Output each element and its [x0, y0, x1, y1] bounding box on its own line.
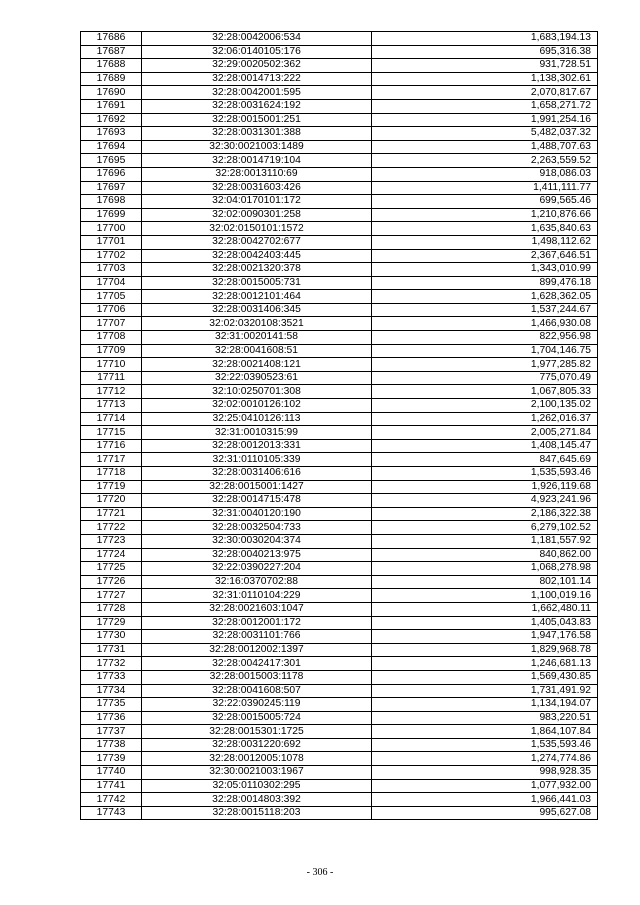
cadastral-number-cell: 32:28:0013110:69 — [142, 167, 372, 181]
row-number-cell: 17720 — [81, 494, 142, 508]
cadastral-number-cell: 32:05:0110302:295 — [142, 779, 372, 793]
table-row — [81, 181, 598, 195]
row-number-cell: 17705 — [81, 290, 142, 304]
cadastral-value-cell: 1,947,176.58 — [372, 630, 598, 644]
row-number-cell: 17687 — [81, 45, 142, 59]
cadastral-number-cell: 32:28:0042006:534 — [142, 32, 372, 46]
row-number-cell: 17714 — [81, 412, 142, 426]
cadastral-number-cell: 32:28:0041608:507 — [142, 684, 372, 698]
cadastral-value-cell: 2,005,271.84 — [372, 426, 598, 440]
cadastral-value-cell: 1,535,593.46 — [372, 467, 598, 481]
cadastral-value-cell: 1,926,119.68 — [372, 480, 598, 494]
row-number-cell: 17704 — [81, 276, 142, 290]
cadastral-number-cell: 32:28:0021320:378 — [142, 263, 372, 277]
table-row — [81, 453, 598, 467]
cadastral-number-cell: 32:28:0042417:301 — [142, 657, 372, 671]
cadastral-value-cell: 847,645.69 — [372, 453, 598, 467]
cadastral-number-cell: 32:30:0021003:1489 — [142, 140, 372, 154]
cadastral-value-cell: 983,220.51 — [372, 711, 598, 725]
row-number-cell: 17708 — [81, 331, 142, 345]
cadastral-value-cell: 1,067,805.33 — [372, 385, 598, 399]
cadastral-value-cell: 775,070.49 — [372, 371, 598, 385]
row-number-cell: 17686 — [81, 32, 142, 46]
table-row — [81, 602, 598, 616]
cadastral-value-cell: 695,316.38 — [372, 45, 598, 59]
cadastral-number-cell: 32:28:0040213:975 — [142, 548, 372, 562]
cadastral-number-cell: 32:28:0031406:616 — [142, 467, 372, 481]
table-row — [81, 290, 598, 304]
table-row — [81, 439, 598, 453]
cadastral-number-cell: 32:31:0040120:190 — [142, 507, 372, 521]
table-row — [81, 630, 598, 644]
row-number-cell: 17733 — [81, 670, 142, 684]
row-number-cell: 17735 — [81, 698, 142, 712]
cadastral-number-cell: 32:10:0250701:308 — [142, 385, 372, 399]
cadastral-number-cell: 32:02:0090301:258 — [142, 208, 372, 222]
table-row — [81, 684, 598, 698]
row-number-cell: 17738 — [81, 738, 142, 752]
cadastral-value-cell: 995,627.08 — [372, 806, 598, 820]
cadastral-value-cell: 1,343,010.99 — [372, 263, 598, 277]
cadastral-number-cell: 32:28:0015001:251 — [142, 113, 372, 127]
cadastral-number-cell: 32:02:0010126:102 — [142, 399, 372, 413]
row-number-cell: 17689 — [81, 72, 142, 86]
cadastral-value-cell: 5,482,037.32 — [372, 127, 598, 141]
cadastral-value-cell: 1,683,194.13 — [372, 32, 598, 46]
row-number-cell: 17703 — [81, 263, 142, 277]
table-row — [81, 412, 598, 426]
table-row — [81, 235, 598, 249]
cadastral-number-cell: 32:22:0390245:119 — [142, 698, 372, 712]
table-row — [81, 154, 598, 168]
table-row — [81, 534, 598, 548]
row-number-cell: 17695 — [81, 154, 142, 168]
table-row — [81, 494, 598, 508]
cadastral-value-cell: 918,086.03 — [372, 167, 598, 181]
cadastral-value-cell: 1,864,107.84 — [372, 725, 598, 739]
table-row — [81, 371, 598, 385]
row-number-cell: 17699 — [81, 208, 142, 222]
table-row — [81, 167, 598, 181]
cadastral-value-cell: 1,068,278.98 — [372, 562, 598, 576]
row-number-cell: 17712 — [81, 385, 142, 399]
table-row — [81, 249, 598, 263]
row-number-cell: 17706 — [81, 303, 142, 317]
table-row — [81, 793, 598, 807]
cadastral-value-cell: 802,101.14 — [372, 575, 598, 589]
cadastral-value-cell: 2,070,817.67 — [372, 86, 598, 100]
cadastral-number-cell: 32:28:0015005:724 — [142, 711, 372, 725]
row-number-cell: 17691 — [81, 99, 142, 113]
table-row — [81, 657, 598, 671]
cadastral-value-cell: 1,569,430.85 — [372, 670, 598, 684]
cadastral-number-cell: 32:28:0041608:51 — [142, 344, 372, 358]
table-row — [81, 358, 598, 372]
cadastral-number-cell: 32:28:0031624:192 — [142, 99, 372, 113]
cadastral-value-cell: 1,635,840.63 — [372, 222, 598, 236]
row-number-cell: 17709 — [81, 344, 142, 358]
cadastral-value-cell: 822,956.98 — [372, 331, 598, 345]
cadastral-number-cell: 32:31:0110104:229 — [142, 589, 372, 603]
table-row — [81, 711, 598, 725]
cadastral-value-cell: 1,537,244.67 — [372, 303, 598, 317]
row-number-cell: 17721 — [81, 507, 142, 521]
row-number-cell: 17736 — [81, 711, 142, 725]
cadastral-value-cell: 1,977,285.82 — [372, 358, 598, 372]
row-number-cell: 17710 — [81, 358, 142, 372]
cadastral-value-cell: 2,367,646.51 — [372, 249, 598, 263]
table-row — [81, 575, 598, 589]
row-number-cell: 17724 — [81, 548, 142, 562]
cadastral-value-cell: 1,704,146.75 — [372, 344, 598, 358]
table-row — [81, 331, 598, 345]
row-number-cell: 17740 — [81, 766, 142, 780]
table-row — [81, 263, 598, 277]
row-number-cell: 17729 — [81, 616, 142, 630]
row-number-cell: 17707 — [81, 317, 142, 331]
table-row — [81, 589, 598, 603]
row-number-cell: 17739 — [81, 752, 142, 766]
cadastral-number-cell: 32:28:0021603:1047 — [142, 602, 372, 616]
cadastral-value-cell: 1,134,194.07 — [372, 698, 598, 712]
cadastral-value-cell: 1,181,557.92 — [372, 534, 598, 548]
row-number-cell: 17728 — [81, 602, 142, 616]
table-row — [81, 222, 598, 236]
cadastral-value-cell: 1,966,441.03 — [372, 793, 598, 807]
table-row — [81, 467, 598, 481]
cadastral-number-cell: 32:31:0110105:339 — [142, 453, 372, 467]
cadastral-value-cell: 2,186,322.38 — [372, 507, 598, 521]
cadastral-value-cell: 998,928.35 — [372, 766, 598, 780]
cadastral-value-table — [80, 31, 598, 820]
cadastral-number-cell: 32:29:0020502:362 — [142, 59, 372, 73]
row-number-cell: 17697 — [81, 181, 142, 195]
cadastral-number-cell: 32:28:0042001:595 — [142, 86, 372, 100]
table-row — [81, 127, 598, 141]
row-number-cell: 17719 — [81, 480, 142, 494]
table-row — [81, 32, 598, 46]
cadastral-number-cell: 32:28:0014803:392 — [142, 793, 372, 807]
row-number-cell: 17734 — [81, 684, 142, 698]
table-row — [81, 86, 598, 100]
cadastral-value-cell: 6,279,102.52 — [372, 521, 598, 535]
table-row — [81, 766, 598, 780]
cadastral-number-cell: 32:30:0021003:1967 — [142, 766, 372, 780]
row-number-cell: 17694 — [81, 140, 142, 154]
table-row — [81, 752, 598, 766]
cadastral-number-cell: 32:28:0031220:692 — [142, 738, 372, 752]
row-number-cell: 17730 — [81, 630, 142, 644]
cadastral-number-cell: 32:22:0390227:204 — [142, 562, 372, 576]
cadastral-value-cell: 1,274,774.86 — [372, 752, 598, 766]
cadastral-value-cell: 699,565.46 — [372, 195, 598, 209]
row-number-cell: 17702 — [81, 249, 142, 263]
cadastral-value-cell: 2,100,135.02 — [372, 399, 598, 413]
row-number-cell: 17701 — [81, 235, 142, 249]
cadastral-number-cell: 32:28:0042403:445 — [142, 249, 372, 263]
cadastral-number-cell: 32:28:0012005:1078 — [142, 752, 372, 766]
table-row — [81, 670, 598, 684]
table-row — [81, 140, 598, 154]
table-row — [81, 276, 598, 290]
row-number-cell: 17723 — [81, 534, 142, 548]
table-row — [81, 548, 598, 562]
table-row — [81, 385, 598, 399]
row-number-cell: 17688 — [81, 59, 142, 73]
cadastral-number-cell: 32:28:0012002:1397 — [142, 643, 372, 657]
cadastral-number-cell: 32:28:0031603:426 — [142, 181, 372, 195]
table-row — [81, 72, 598, 86]
cadastral-value-cell: 931,728.51 — [372, 59, 598, 73]
cadastral-number-cell: 32:28:0014719:104 — [142, 154, 372, 168]
cadastral-number-cell: 32:28:0015301:1725 — [142, 725, 372, 739]
cadastral-value-cell: 1,408,145.47 — [372, 439, 598, 453]
cadastral-value-cell: 1,138,302.61 — [372, 72, 598, 86]
cadastral-number-cell: 32:28:0015003:1178 — [142, 670, 372, 684]
cadastral-number-cell: 32:06:0140105:176 — [142, 45, 372, 59]
cadastral-value-cell: 1,498,112.62 — [372, 235, 598, 249]
cadastral-number-cell: 32:22:0390523:61 — [142, 371, 372, 385]
table-row — [81, 45, 598, 59]
row-number-cell: 17731 — [81, 643, 142, 657]
cadastral-number-cell: 32:25:0410126:113 — [142, 412, 372, 426]
row-number-cell: 17693 — [81, 127, 142, 141]
cadastral-number-cell: 32:28:0015001:1427 — [142, 480, 372, 494]
table-row — [81, 99, 598, 113]
page-number: - 306 - — [306, 867, 334, 878]
cadastral-value-cell: 1,411,111.77 — [372, 181, 598, 195]
cadastral-number-cell: 32:28:0015118:203 — [142, 806, 372, 820]
cadastral-number-cell: 32:28:0014713:222 — [142, 72, 372, 86]
cadastral-value-cell: 840,862.00 — [372, 548, 598, 562]
table-row — [81, 426, 598, 440]
cadastral-value-cell: 1,077,932.00 — [372, 779, 598, 793]
table-row — [81, 113, 598, 127]
row-number-cell: 17727 — [81, 589, 142, 603]
cadastral-value-cell: 1,535,593.46 — [372, 738, 598, 752]
cadastral-number-cell: 32:28:0014715:478 — [142, 494, 372, 508]
table-row — [81, 344, 598, 358]
row-number-cell: 17725 — [81, 562, 142, 576]
table-row — [81, 208, 598, 222]
table-row — [81, 399, 598, 413]
cadastral-value-cell: 1,246,681.13 — [372, 657, 598, 671]
cadastral-value-cell: 4,923,241.96 — [372, 494, 598, 508]
row-number-cell: 17722 — [81, 521, 142, 535]
row-number-cell: 17696 — [81, 167, 142, 181]
cadastral-number-cell: 32:02:0320108:3521 — [142, 317, 372, 331]
row-number-cell: 17742 — [81, 793, 142, 807]
table-row — [81, 643, 598, 657]
cadastral-number-cell: 32:28:0012101:464 — [142, 290, 372, 304]
table-row — [81, 698, 598, 712]
row-number-cell: 17737 — [81, 725, 142, 739]
cadastral-number-cell: 32:28:0042702:677 — [142, 235, 372, 249]
cadastral-number-cell: 32:28:0021408:121 — [142, 358, 372, 372]
table-row — [81, 725, 598, 739]
cadastral-value-cell: 1,628,362.05 — [372, 290, 598, 304]
table-row — [81, 59, 598, 73]
cadastral-value-cell: 1,488,707.63 — [372, 140, 598, 154]
cadastral-value-cell: 1,405,043.83 — [372, 616, 598, 630]
row-number-cell: 17741 — [81, 779, 142, 793]
cadastral-value-cell: 2,263,559.52 — [372, 154, 598, 168]
cadastral-number-cell: 32:28:0015005:731 — [142, 276, 372, 290]
table-row — [81, 521, 598, 535]
table-row — [81, 738, 598, 752]
cadastral-value-cell: 1,100,019.16 — [372, 589, 598, 603]
cadastral-value-cell: 1,210,876.66 — [372, 208, 598, 222]
cadastral-number-cell: 32:28:0031406:345 — [142, 303, 372, 317]
cadastral-value-cell: 1,731,491.92 — [372, 684, 598, 698]
cadastral-value-cell: 1,829,968.78 — [372, 643, 598, 657]
table-row — [81, 195, 598, 209]
row-number-cell: 17711 — [81, 371, 142, 385]
table-row — [81, 806, 598, 820]
row-number-cell: 17726 — [81, 575, 142, 589]
row-number-cell: 17717 — [81, 453, 142, 467]
table-row — [81, 616, 598, 630]
cadastral-number-cell: 32:31:0020141:58 — [142, 331, 372, 345]
row-number-cell: 17716 — [81, 439, 142, 453]
cadastral-number-cell: 32:28:0031301:388 — [142, 127, 372, 141]
row-number-cell: 17718 — [81, 467, 142, 481]
row-number-cell: 17698 — [81, 195, 142, 209]
row-number-cell: 17690 — [81, 86, 142, 100]
cadastral-value-cell: 1,991,254.16 — [372, 113, 598, 127]
table-row — [81, 779, 598, 793]
cadastral-number-cell: 32:28:0012001:172 — [142, 616, 372, 630]
row-number-cell: 17743 — [81, 806, 142, 820]
row-number-cell: 17692 — [81, 113, 142, 127]
cadastral-value-cell: 1,662,480.11 — [372, 602, 598, 616]
cadastral-number-cell: 32:04:0170101:172 — [142, 195, 372, 209]
table-row — [81, 507, 598, 521]
cadastral-number-cell: 32:16:0370702:88 — [142, 575, 372, 589]
table-row — [81, 317, 598, 331]
row-number-cell: 17732 — [81, 657, 142, 671]
table-row — [81, 562, 598, 576]
cadastral-number-cell: 32:31:0010315:99 — [142, 426, 372, 440]
cadastral-value-cell: 1,262,016.37 — [372, 412, 598, 426]
table-row — [81, 303, 598, 317]
cadastral-number-cell: 32:30:0030204:374 — [142, 534, 372, 548]
cadastral-number-cell: 32:28:0031101:766 — [142, 630, 372, 644]
row-number-cell: 17700 — [81, 222, 142, 236]
cadastral-value-cell: 899,476.18 — [372, 276, 598, 290]
cadastral-value-cell: 1,466,930.08 — [372, 317, 598, 331]
cadastral-number-cell: 32:02:0150101:1572 — [142, 222, 372, 236]
row-number-cell: 17715 — [81, 426, 142, 440]
table-row — [81, 480, 598, 494]
cadastral-number-cell: 32:28:0032504:733 — [142, 521, 372, 535]
row-number-cell: 17713 — [81, 399, 142, 413]
cadastral-value-cell: 1,658,271.72 — [372, 99, 598, 113]
cadastral-number-cell: 32:28:0012013:331 — [142, 439, 372, 453]
